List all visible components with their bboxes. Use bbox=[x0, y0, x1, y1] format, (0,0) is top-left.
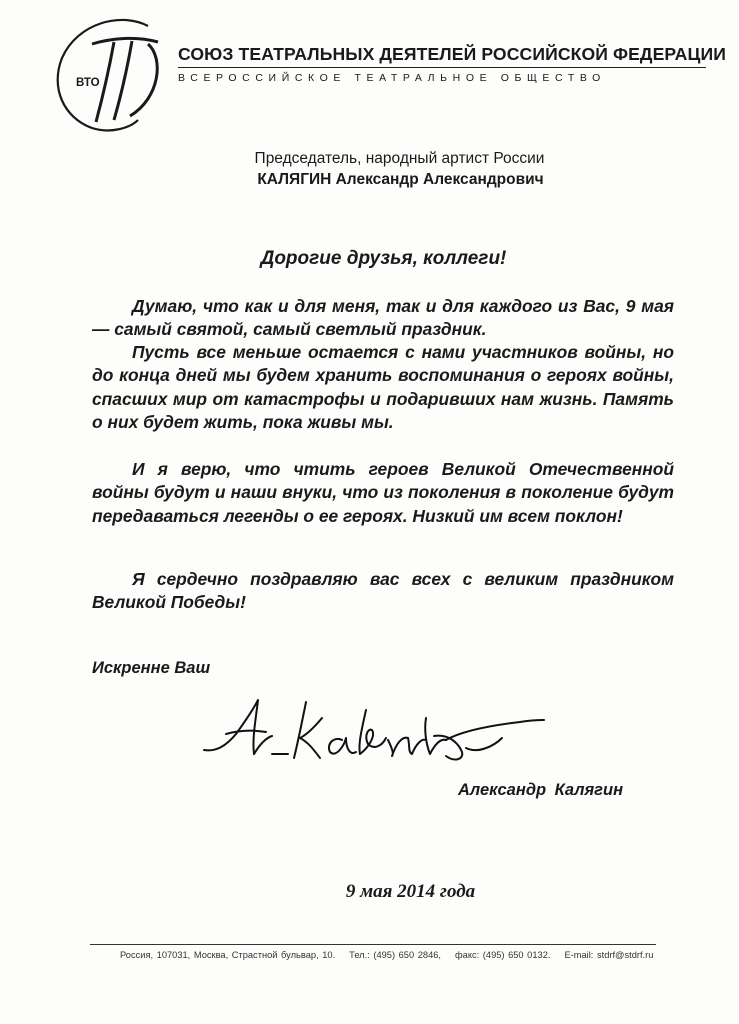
footer-fax: факс: (495) 650 0132. bbox=[455, 950, 551, 960]
letter-greeting: Дорогие друзья, коллеги! bbox=[260, 248, 507, 269]
sub-organization-name: ВСЕРОССИЙСКОЕ ТЕАТРАЛЬНОЕ ОБЩЕСТВО bbox=[178, 72, 606, 84]
footer-address: Россия, 107031, Москва, Страстной бульвар, 10. bbox=[120, 950, 336, 960]
letter-date: 9 мая 2014 года bbox=[345, 881, 476, 902]
footer-email: E-mail: stdrf@stdrf.ru bbox=[564, 950, 654, 960]
signature-image bbox=[196, 688, 548, 770]
letter-closing: Искренне Ваш bbox=[92, 659, 211, 677]
footer-divider bbox=[90, 944, 656, 945]
letter-paragraph: Думаю, что как и для меня, так и для каждого из Вас, 9 мая — самый святой, самый светлый праздник. bbox=[92, 296, 674, 340]
signer-name: Александр Калягин bbox=[458, 781, 624, 799]
letter-paragraph: Пусть все меньше остается с нами участников войны, но до конца дней мы будем хранить воспоминания о героях войны, спасших мир от катастрофы и подаривших нам жизнь. Память о них будет жить, пока живы мы. bbox=[92, 342, 674, 433]
organization-name: СОЮЗ ТЕАТРАЛЬНЫХ ДЕЯТЕЛЕЙ РОССИЙСКОЙ ФЕДЕРАЦИИ bbox=[178, 44, 726, 64]
letter-paragraph: И я верю, что чтить героев Великой Отечественной войны будут и наши внуки, что из поколения в поколение будут передаваться легенды о ее героях. Низкий им всем поклон! bbox=[92, 459, 674, 526]
footer-phone: Тел.: (495) 650 2846, bbox=[349, 950, 441, 960]
letter-paragraph: Я сердечно поздравляю вас всех с великим праздником Великой Победы! bbox=[92, 569, 674, 613]
logo-text: ВТО bbox=[76, 77, 100, 89]
letterhead-divider bbox=[178, 67, 706, 68]
sender-title: Председатель, народный артист России bbox=[254, 150, 545, 167]
sender-name: КАЛЯГИН Александр Александрович bbox=[257, 171, 544, 188]
footer-contacts bbox=[120, 950, 667, 960]
stdrf-logo-icon bbox=[52, 14, 170, 134]
